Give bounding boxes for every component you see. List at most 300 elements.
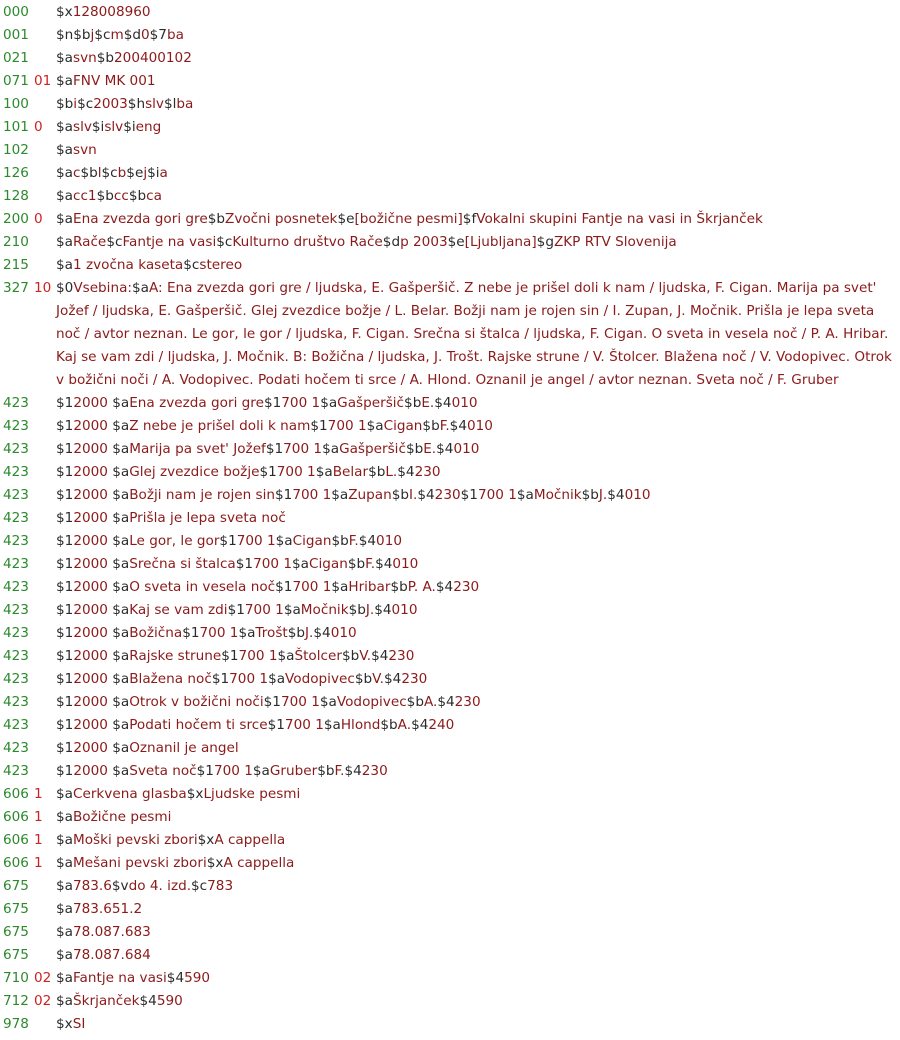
- subfield-value: F.: [334, 763, 345, 779]
- field-row-327: [0, 277, 900, 392]
- subfield-code: $b: [56, 96, 74, 112]
- subfield-value: slv: [104, 119, 124, 135]
- field-row-423: [0, 668, 900, 691]
- field-row-021: [0, 47, 900, 70]
- subfield-value: 230: [453, 579, 480, 595]
- subfield-value: L.: [385, 464, 398, 480]
- subfield-code: $1: [265, 441, 284, 457]
- subfield-value: 78.087.684: [72, 947, 151, 963]
- field-row-606: [0, 783, 900, 806]
- subfield-code: $x: [56, 1016, 73, 1032]
- subfield-code: $4: [371, 648, 389, 664]
- field-row-978: [0, 1013, 900, 1036]
- field-row-423: [0, 714, 900, 737]
- subfield-value: 783: [207, 878, 234, 894]
- field-indicator: 01: [34, 73, 52, 89]
- subfield-code: $1: [56, 671, 74, 687]
- subfield-value: Moški pevski zbori: [72, 832, 198, 848]
- subfield-value: Blažena noč: [129, 671, 212, 687]
- field-row-215: [0, 254, 900, 277]
- subfield-code: $a: [331, 579, 349, 595]
- subfield-code: $4: [313, 625, 331, 641]
- subfield-code: $h: [127, 96, 146, 112]
- subfield-value: Hribar: [348, 579, 391, 595]
- subfield-value: cc1: [72, 188, 97, 204]
- subfield-value: 700 1: [292, 487, 332, 503]
- subfield-value: A cappella: [223, 855, 295, 871]
- field-tag: 675: [3, 901, 29, 917]
- subfield-code: $4: [607, 487, 625, 503]
- subfield-code: $4: [384, 671, 402, 687]
- field-tag: 606: [3, 809, 29, 825]
- subfield-code: $a: [112, 740, 130, 756]
- subfield-value: Fantje na vasi: [122, 234, 217, 250]
- subfield-value: 700 1: [213, 763, 253, 779]
- subfield-code: $a: [56, 970, 73, 986]
- subfield-value: Z nebe je prišel doli k nam: [129, 418, 311, 434]
- field-tag: 327: [3, 280, 29, 296]
- field-row-101: [0, 116, 900, 139]
- subfield-code: $a: [56, 188, 73, 204]
- subfield-code: $1: [56, 510, 74, 526]
- subfield-code: $l: [163, 96, 177, 112]
- subfield-value: 240: [428, 717, 455, 733]
- subfield-code: $c: [94, 27, 111, 43]
- field-row-423: [0, 645, 900, 668]
- subfield-code: $b: [380, 717, 398, 733]
- subfield-value: m: [110, 27, 124, 43]
- subfield-code: $c: [183, 257, 200, 273]
- field-content: [56, 208, 892, 231]
- subfield-code: $4: [434, 395, 452, 411]
- subfield-code: $b: [128, 188, 147, 204]
- subfield-code: $1: [259, 464, 277, 480]
- field-content: [56, 231, 892, 254]
- field-content: [56, 944, 892, 967]
- subfield-code: $g: [536, 234, 554, 250]
- subfield-code: $1: [275, 487, 293, 503]
- subfield-value: Vokalni skupini Fantje na vasi in Škrjanček: [476, 211, 763, 227]
- field-row-423: [0, 691, 900, 714]
- subfield-code: $a: [112, 556, 130, 572]
- subfield-value: E.: [423, 441, 437, 457]
- field-row-423: [0, 438, 900, 461]
- subfield-value: 010: [330, 625, 357, 641]
- subfield-value: Močnik: [300, 602, 349, 618]
- subfield-code: $0: [56, 280, 74, 296]
- subfield-value: A.: [397, 717, 412, 733]
- subfield-code: $b: [406, 694, 424, 710]
- subfield-value: slv: [145, 96, 164, 112]
- subfield-value: V.: [372, 671, 384, 687]
- subfield-value: 2000: [73, 740, 113, 756]
- subfield-value: 128008960: [72, 4, 151, 20]
- subfield-code: $b: [331, 533, 349, 549]
- field-tag: 978: [3, 1016, 29, 1032]
- subfield-code: $1: [211, 671, 230, 687]
- field-content: [56, 185, 892, 208]
- subfield-code: $a: [112, 648, 130, 664]
- subfield-code: $a: [56, 832, 73, 848]
- subfield-value: 2000: [73, 717, 113, 733]
- subfield-value: 2003: [93, 96, 128, 112]
- subfield-value: J.: [305, 625, 314, 641]
- subfield-code: $n: [56, 27, 74, 43]
- subfield-value: 230: [454, 694, 481, 710]
- field-tag: 606: [3, 832, 29, 848]
- field-tag: 423: [3, 556, 29, 572]
- subfield-value: 700 1: [477, 487, 517, 503]
- field-indicator: 02: [34, 970, 52, 986]
- subfield-value: 200400102: [114, 50, 192, 66]
- subfield-code: $1: [56, 740, 74, 756]
- subfield-code: $1: [263, 694, 281, 710]
- field-row-423: [0, 530, 900, 553]
- field-tag: 606: [3, 855, 29, 871]
- subfield-value: Srečna si štalca: [129, 556, 236, 572]
- subfield-code: $a: [112, 694, 130, 710]
- subfield-value: 700 1: [327, 418, 367, 434]
- subfield-value: eng: [135, 119, 162, 135]
- subfield-value: Le gor, le gor: [129, 533, 220, 549]
- subfield-value: Božične pesmi: [72, 809, 172, 825]
- subfield-value: 700 1: [283, 441, 323, 457]
- field-tag: 675: [3, 947, 29, 963]
- field-content: [56, 162, 892, 185]
- subfield-code: $b: [73, 27, 91, 43]
- field-content: [56, 93, 892, 116]
- field-tag: 126: [3, 165, 29, 181]
- subfield-code: $d: [123, 27, 141, 43]
- subfield-value: 700 1: [284, 717, 324, 733]
- subfield-code: $1: [56, 763, 74, 779]
- subfield-value: 700 1: [276, 464, 316, 480]
- subfield-code: $c: [191, 878, 208, 894]
- subfield-value: FNV MK 001: [72, 73, 156, 89]
- field-content: [56, 392, 892, 415]
- field-tag: 423: [3, 717, 29, 733]
- subfield-code: $1: [56, 694, 74, 710]
- field-indicator: 10: [34, 280, 52, 296]
- subfield-value: 2000: [73, 648, 113, 664]
- subfield-value: 2000: [73, 602, 113, 618]
- subfield-value: cc: [113, 188, 129, 204]
- field-tag: 210: [3, 234, 29, 250]
- field-row-423: [0, 461, 900, 484]
- subfield-code: $b: [368, 464, 386, 480]
- field-content: [56, 461, 892, 484]
- subfield-code: $1: [56, 441, 74, 457]
- field-indicator: 1: [34, 832, 43, 848]
- field-row-000: [0, 1, 900, 24]
- subfield-value: Kulturno društvo Rače: [232, 234, 383, 250]
- subfield-value: c: [72, 165, 81, 181]
- subfield-code: $a: [56, 901, 73, 917]
- field-row-423: [0, 553, 900, 576]
- subfield-code: $a: [56, 809, 73, 825]
- subfield-value: Otrok v božični noči: [129, 694, 264, 710]
- field-tag: 100: [3, 96, 29, 112]
- subfield-code: $1: [56, 487, 74, 503]
- field-row-606: [0, 852, 900, 875]
- subfield-value: i: [73, 96, 78, 112]
- field-indicator: 0: [34, 119, 43, 135]
- subfield-code: $b: [354, 671, 373, 687]
- subfield-value: ca: [146, 188, 162, 204]
- field-tag: 423: [3, 740, 29, 756]
- field-content: [56, 714, 892, 737]
- field-row-712: [0, 990, 900, 1013]
- subfield-code: $a: [275, 533, 293, 549]
- subfield-code: $1: [221, 648, 239, 664]
- field-tag: 423: [3, 602, 29, 618]
- subfield-code: $i: [123, 119, 136, 135]
- field-content: [56, 622, 892, 645]
- field-content: [56, 1, 892, 24]
- field-indicator: 1: [34, 855, 43, 871]
- subfield-value: 2000: [73, 556, 113, 572]
- subfield-code: $a: [283, 602, 301, 618]
- subfield-code: $a: [56, 257, 73, 273]
- subfield-code: $a: [56, 993, 73, 1009]
- subfield-value: stereo: [199, 257, 243, 273]
- subfield-code: $a: [56, 50, 73, 66]
- subfield-value: 010: [624, 487, 651, 503]
- subfield-value: 010: [453, 441, 480, 457]
- field-tag: 423: [3, 763, 29, 779]
- subfield-value: Fantje na vasi: [72, 970, 167, 986]
- field-row-423: [0, 484, 900, 507]
- subfield-value: 700 1: [238, 648, 278, 664]
- subfield-code: $b: [581, 487, 599, 503]
- subfield-code: $1: [460, 487, 478, 503]
- subfield-code: $4: [139, 993, 157, 1009]
- subfield-value: 2000: [73, 579, 113, 595]
- field-indicator: 1: [34, 786, 43, 802]
- subfield-value: 230: [401, 671, 428, 687]
- subfield-value: 590: [156, 993, 183, 1009]
- subfield-code: $a: [56, 947, 73, 963]
- subfield-code: $b: [317, 763, 335, 779]
- field-tag: 021: [3, 50, 29, 66]
- subfield-code: $a: [112, 510, 130, 526]
- subfield-code: $b: [96, 188, 114, 204]
- field-row-126: [0, 162, 900, 185]
- subfield-code: $a: [315, 464, 333, 480]
- subfield-code: $b: [390, 579, 408, 595]
- field-content: [56, 70, 892, 93]
- field-row-100: [0, 93, 900, 116]
- field-content: [56, 277, 892, 392]
- field-content: [56, 438, 892, 461]
- subfield-code: $a: [56, 234, 73, 250]
- subfield-value: Ena zvezda gori gre: [129, 395, 264, 411]
- subfield-value: 010: [451, 395, 478, 411]
- subfield-value: 010: [392, 556, 419, 572]
- subfield-code: $4: [411, 717, 429, 733]
- field-tag: 710: [3, 970, 29, 986]
- subfield-code: $1: [267, 717, 285, 733]
- subfield-code: $a: [56, 73, 73, 89]
- field-tag: 423: [3, 579, 29, 595]
- subfield-value: Cerkvena glasba: [72, 786, 187, 802]
- subfield-value: Kaj se vam zdi: [129, 602, 228, 618]
- field-row-423: [0, 599, 900, 622]
- subfield-value: a: [159, 165, 168, 181]
- subfield-value: do 4. izd.: [128, 878, 192, 894]
- subfield-code: $a: [112, 579, 130, 595]
- subfield-code: $a: [112, 671, 130, 687]
- subfield-code: $1: [275, 579, 293, 595]
- subfield-value: Prišla je lepa sveta noč: [129, 510, 286, 526]
- subfield-code: $a: [56, 786, 73, 802]
- subfield-value: 2000: [73, 625, 113, 641]
- subfield-value: Rajske strune: [129, 648, 222, 664]
- subfield-code: $a: [56, 142, 73, 158]
- subfield-value: Vsebina:: [73, 280, 132, 296]
- subfield-value: ba: [166, 27, 184, 43]
- field-content: [56, 691, 892, 714]
- field-row-128: [0, 185, 900, 208]
- subfield-value: ZKP RTV Slovenija: [553, 234, 677, 250]
- subfield-code: $b: [348, 602, 366, 618]
- subfield-value: Vodopivec: [336, 694, 407, 710]
- field-indicator: 02: [34, 993, 52, 1009]
- subfield-code: $f: [462, 211, 477, 227]
- field-tag: 423: [3, 487, 29, 503]
- subfield-code: $b: [341, 648, 360, 664]
- subfield-code: $a: [112, 625, 130, 641]
- subfield-code: $c: [101, 165, 118, 181]
- subfield-value: Belar: [332, 464, 369, 480]
- subfield-code: $a: [366, 418, 384, 434]
- subfield-code: $a: [112, 418, 130, 434]
- subfield-value: 2000: [73, 533, 113, 549]
- subfield-code: $1: [219, 533, 237, 549]
- subfield-code: $e: [126, 165, 144, 181]
- subfield-code: $a: [112, 487, 130, 503]
- field-content: [56, 484, 892, 507]
- field-content: [56, 599, 892, 622]
- subfield-code: $a: [56, 165, 73, 181]
- subfield-code: $a: [112, 533, 130, 549]
- subfield-value: A.: [423, 694, 438, 710]
- field-row-710: [0, 967, 900, 990]
- subfield-value: 2000: [73, 763, 113, 779]
- subfield-value: Podati hočem ti srce: [129, 717, 268, 733]
- subfield-code: $1: [56, 579, 74, 595]
- subfield-value: 700 1: [253, 556, 292, 572]
- field-row-210: [0, 231, 900, 254]
- subfield-code: $1: [56, 602, 74, 618]
- field-indicator: 0: [34, 211, 43, 227]
- subfield-code: $c: [77, 96, 94, 112]
- subfield-value: 230: [434, 487, 461, 503]
- subfield-code: $1: [56, 717, 74, 733]
- subfield-code: $4: [449, 418, 467, 434]
- subfield-value: 78.087.683: [72, 924, 151, 940]
- subfield-value: Marija pa svet' Jožef: [129, 441, 266, 457]
- field-content: [56, 967, 892, 990]
- subfield-code: $a: [112, 717, 130, 733]
- subfield-code: $a: [323, 717, 341, 733]
- field-tag: 423: [3, 464, 29, 480]
- field-content: [56, 116, 892, 139]
- field-row-423: [0, 737, 900, 760]
- subfield-value: b: [117, 165, 127, 181]
- field-tag: 423: [3, 533, 29, 549]
- subfield-value: Cigan: [308, 556, 348, 572]
- subfield-code: $1: [56, 625, 74, 641]
- subfield-code: $c: [216, 234, 233, 250]
- subfield-value: 230: [361, 763, 388, 779]
- subfield-value: 700 1: [236, 533, 276, 549]
- subfield-code: $x: [186, 786, 204, 802]
- subfield-code: $i: [91, 119, 105, 135]
- subfield-value: 2000: [73, 418, 113, 434]
- subfield-value: 700 1: [229, 671, 269, 687]
- subfield-code: $4: [435, 579, 454, 595]
- subfield-code: $4: [436, 441, 454, 457]
- subfield-value: SI: [72, 1016, 86, 1032]
- subfield-value: svn: [72, 142, 97, 158]
- subfield-value: p 2003: [400, 234, 448, 250]
- subfield-code: $4: [374, 602, 392, 618]
- field-tag: 606: [3, 786, 29, 802]
- field-row-606: [0, 806, 900, 829]
- field-tag: 423: [3, 418, 29, 434]
- subfield-code: $4: [417, 487, 435, 503]
- subfield-code: $i: [147, 165, 160, 181]
- subfield-value: 0: [140, 27, 150, 43]
- field-row-423: [0, 415, 900, 438]
- field-tag: 001: [3, 27, 29, 43]
- field-row-423: [0, 622, 900, 645]
- subfield-value: [Ljubljana]: [464, 234, 537, 250]
- subfield-value: Zupan: [348, 487, 392, 503]
- subfield-code: $a: [516, 487, 534, 503]
- field-content: [56, 530, 892, 553]
- subfield-code: $b: [96, 50, 115, 66]
- subfield-value: svn: [72, 50, 97, 66]
- subfield-code: $b: [287, 625, 306, 641]
- subfield-code: $a: [112, 602, 130, 618]
- subfield-value: P. A.: [407, 579, 436, 595]
- field-row-675: [0, 898, 900, 921]
- field-tag: 675: [3, 924, 29, 940]
- subfield-code: $a: [331, 487, 349, 503]
- subfield-code: $1: [196, 763, 214, 779]
- field-content: [56, 576, 892, 599]
- subfield-code: $1: [56, 418, 74, 434]
- subfield-value: 2000: [73, 441, 113, 457]
- field-row-423: [0, 507, 900, 530]
- field-tag: 423: [3, 625, 29, 641]
- field-content: [56, 829, 892, 852]
- field-content: [56, 415, 892, 438]
- subfield-value: slv: [72, 119, 92, 135]
- field-tag: 423: [3, 671, 29, 687]
- subfield-value: Cigan: [292, 533, 332, 549]
- subfield-code: $7: [149, 27, 167, 43]
- subfield-code: $b: [347, 556, 366, 572]
- field-row-102: [0, 139, 900, 162]
- subfield-code: $a: [322, 441, 340, 457]
- subfield-value: 590: [184, 970, 211, 986]
- field-row-423: [0, 760, 900, 783]
- subfield-value: Trošt: [255, 625, 288, 641]
- subfield-code: $1: [56, 395, 74, 411]
